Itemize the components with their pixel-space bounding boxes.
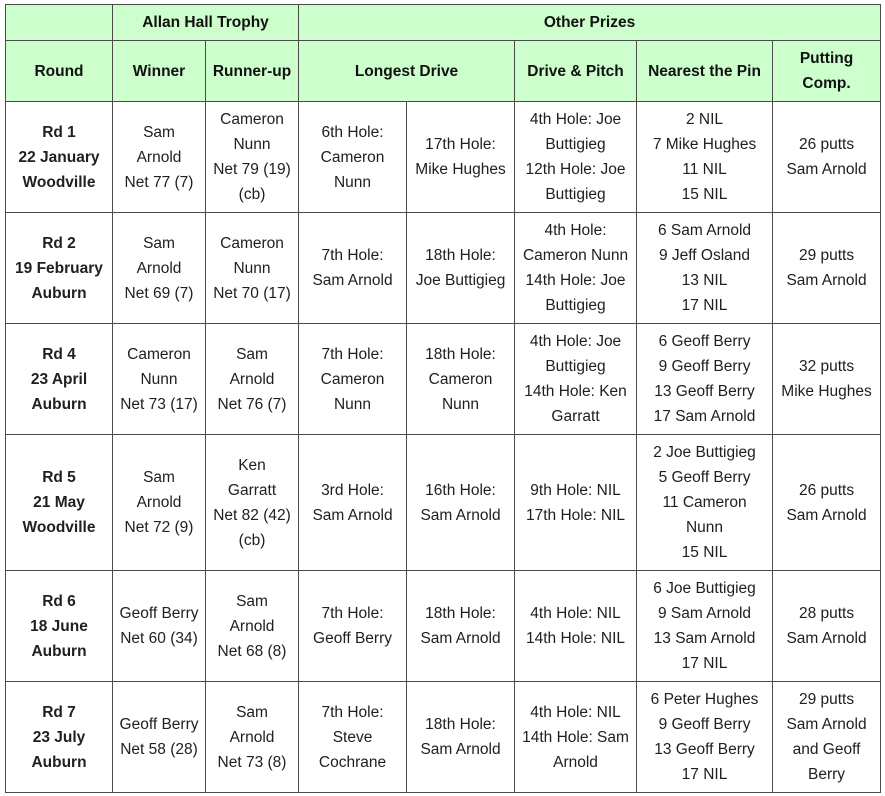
nearest-pin-cell-line: 17 Sam Arnold <box>653 408 756 425</box>
nearest-pin-cell-line: 6 Joe Buttigieg <box>653 580 756 597</box>
nearest-pin-cell-line: 17 NIL <box>681 766 728 783</box>
longest-drive-back-cell <box>407 213 515 324</box>
longest-drive-back-cell-line: Cameron <box>428 370 493 388</box>
round-cell-line: 18 June <box>30 617 88 635</box>
longest-drive-front-cell <box>299 324 407 435</box>
putting-header-line: Comp. <box>802 75 851 92</box>
round-cell-line: 23 April <box>30 370 88 388</box>
round-cell-line: Rd 2 <box>42 234 76 252</box>
nearest-pin-cell-line: 15 NIL <box>681 544 728 561</box>
nearest-pin-cell-line: 6 Peter Hughes <box>650 691 759 708</box>
runner-up-cell <box>206 102 299 213</box>
drive-pitch-cell-line: 9th Hole: NIL <box>530 481 621 499</box>
table-row <box>6 324 881 435</box>
table-row <box>6 435 881 571</box>
nearest-pin-cell-line: 13 Sam Arnold <box>653 630 756 647</box>
drive-pitch-cell <box>515 213 637 324</box>
winner-cell <box>113 571 206 682</box>
nearest-pin-cell-line: 5 Geoff Berry <box>658 469 751 486</box>
round-cell <box>6 324 113 435</box>
drive-pitch-cell-line: 14th Hole: Joe <box>525 272 626 289</box>
winner-cell-line: Sam <box>143 469 175 486</box>
runner-up-cell-line: Net 68 (8) <box>217 642 287 660</box>
drive-pitch-cell-line: Garratt <box>551 408 600 425</box>
longest-drive-back-cell-line: Sam Arnold <box>420 741 501 758</box>
putting-cell-line: Sam Arnold <box>786 506 867 524</box>
drive-pitch-cell <box>515 682 637 793</box>
round-cell-line: Auburn <box>31 284 87 302</box>
round-cell-line: Auburn <box>31 642 87 660</box>
runner-up-cell-line: Garratt <box>227 481 277 499</box>
drive-pitch-cell-line: 17th Hole: NIL <box>525 506 626 524</box>
putting-cell <box>773 213 881 324</box>
winner-cell-line: Net 58 (28) <box>120 741 198 758</box>
nearest-pin-cell-line: 17 NIL <box>681 297 728 314</box>
winner-cell-line: Nunn <box>140 370 178 388</box>
winner-cell <box>113 324 206 435</box>
longest-drive-back-cell-line: 18th Hole: <box>425 716 496 733</box>
round-cell-line: Rd 1 <box>42 123 76 141</box>
round-cell-line: Woodville <box>22 173 96 191</box>
nearest-pin-cell-line: 2 NIL <box>685 111 724 128</box>
drive-pitch-cell <box>515 102 637 213</box>
putting-cell-line: 29 putts <box>798 247 855 264</box>
round-cell-line: Rd 5 <box>42 469 76 486</box>
drive-pitch-cell-line: 4th Hole: Joe <box>529 333 622 350</box>
nearest-pin-cell <box>637 324 773 435</box>
nearest-pin-cell-line: 13 NIL <box>681 272 728 289</box>
winner-cell-line: Arnold <box>136 259 182 277</box>
longest-drive-back-cell-line: 18th Hole: <box>425 247 496 264</box>
blank-corner-cell <box>6 5 113 41</box>
table-row <box>6 571 881 682</box>
nearest-pin-cell-line: 11 Cameron <box>662 494 747 511</box>
runner-up-cell-line: Sam <box>236 592 268 610</box>
round-header: Round <box>6 41 113 102</box>
longest-drive-front-cell <box>299 102 407 213</box>
longest-drive-back-cell-line: 17th Hole: <box>425 136 496 153</box>
longest-drive-front-cell-line: 7th Hole: <box>321 703 384 721</box>
nearest-pin-cell-line: 9 Geoff Berry <box>658 358 751 375</box>
table-row <box>6 213 881 324</box>
longest-drive-header: Longest Drive <box>299 41 515 102</box>
longest-drive-back-cell <box>407 435 515 571</box>
runner-up-cell-line: Net 82 (42) <box>213 506 291 524</box>
runner-up-cell-line: Net 70 (17) <box>213 284 291 302</box>
allan-hall-trophy-header: Allan Hall Trophy <box>113 5 299 41</box>
runner-up-cell-line: Nunn <box>233 259 271 277</box>
runner-up-cell-line: Cameron <box>220 111 284 128</box>
putting-header-line: Putting <box>799 50 854 67</box>
longest-drive-front-cell <box>299 682 407 793</box>
winner-cell-line: Net 73 (17) <box>120 395 198 413</box>
drive-pitch-cell-line: 12th Hole: Joe <box>525 161 626 178</box>
drive-pitch-cell <box>515 571 637 682</box>
nearest-pin-cell-line: 6 Geoff Berry <box>658 333 751 350</box>
runner-up-cell <box>206 571 299 682</box>
results-table <box>5 4 881 793</box>
winner-cell-line: Arnold <box>136 494 182 511</box>
drive-pitch-cell-line: 4th Hole: <box>544 222 607 239</box>
winner-cell-line: Geoff Berry <box>119 716 199 733</box>
drive-pitch-header: Drive & Pitch <box>515 41 637 102</box>
round-cell <box>6 571 113 682</box>
runner-up-header: Runner-up <box>206 41 299 102</box>
putting-cell-line: 28 putts <box>798 605 855 622</box>
longest-drive-back-cell-line: Mike Hughes <box>415 161 506 178</box>
nearest-pin-cell-line: 11 NIL <box>682 161 727 178</box>
drive-pitch-cell-line: Buttigieg <box>545 136 606 153</box>
runner-up-cell-line: Arnold <box>229 617 275 635</box>
longest-drive-front-cell-line: Geoff Berry <box>313 630 392 647</box>
putting-cell-line: 26 putts <box>798 136 855 153</box>
longest-drive-back-cell-line: Nunn <box>441 395 480 413</box>
nearest-pin-cell-line: 13 Geoff Berry <box>654 741 755 758</box>
runner-up-cell-line: Net 79 (19) <box>213 161 291 178</box>
winner-cell-line: Arnold <box>136 148 182 166</box>
putting-cell <box>773 324 881 435</box>
drive-pitch-cell-line: Arnold <box>553 753 598 771</box>
nearest-pin-cell <box>637 213 773 324</box>
putting-cell-line: 29 putts <box>798 691 855 708</box>
longest-drive-front-cell-line: 7th Hole: <box>321 345 384 363</box>
winner-cell-line: Net 72 (9) <box>124 519 194 536</box>
winner-cell <box>113 435 206 571</box>
nearest-pin-cell-line: 9 Jeff Osland <box>658 247 751 264</box>
longest-drive-back-cell-line: 18th Hole: <box>425 345 496 363</box>
table-row <box>6 102 881 213</box>
nearest-pin-cell <box>637 102 773 213</box>
longest-drive-back-cell-line: 16th Hole: <box>425 481 496 499</box>
longest-drive-back-cell-line: Sam Arnold <box>420 506 501 524</box>
longest-drive-back-cell-line: Sam Arnold <box>420 630 501 647</box>
longest-drive-front-cell-line: 6th Hole: <box>321 123 384 141</box>
drive-pitch-cell <box>515 324 637 435</box>
putting-cell <box>773 682 881 793</box>
longest-drive-front-cell-line: Cochrane <box>318 753 387 771</box>
nearest-pin-cell <box>637 435 773 571</box>
longest-drive-front-cell-line: Sam Arnold <box>312 506 393 524</box>
winner-cell-line: Geoff Berry <box>119 605 199 622</box>
table-row <box>6 682 881 793</box>
runner-up-cell-line: (cb) <box>238 531 266 549</box>
longest-drive-back-cell-line: 18th Hole: <box>425 605 496 622</box>
other-prizes-header: Other Prizes <box>299 5 881 41</box>
putting-cell-line: 32 putts <box>798 358 855 375</box>
runner-up-cell <box>206 324 299 435</box>
winner-cell-line: Net 60 (34) <box>120 630 198 647</box>
longest-drive-front-cell <box>299 571 407 682</box>
round-cell <box>6 682 113 793</box>
nearest-pin-cell-line: Nunn <box>685 519 724 536</box>
round-cell <box>6 435 113 571</box>
winner-cell <box>113 682 206 793</box>
runner-up-cell-line: Sam <box>236 345 268 363</box>
runner-up-cell-line: Nunn <box>233 136 271 153</box>
round-cell <box>6 102 113 213</box>
winner-cell-line: Net 69 (7) <box>124 284 194 302</box>
round-cell-line: 19 February <box>15 259 103 277</box>
putting-cell <box>773 435 881 571</box>
runner-up-cell-line: (cb) <box>238 186 266 203</box>
putting-cell-line: 26 putts <box>798 481 855 499</box>
winner-header: Winner <box>113 41 206 102</box>
round-cell-line: 22 January <box>18 148 100 166</box>
round-cell <box>6 213 113 324</box>
putting-cell-line: Sam Arnold <box>786 630 867 647</box>
longest-drive-back-cell <box>407 682 515 793</box>
runner-up-cell-line: Sam <box>236 703 268 721</box>
runner-up-cell-line: Arnold <box>229 728 275 746</box>
winner-cell <box>113 213 206 324</box>
longest-drive-front-cell-line: Cameron <box>320 370 385 388</box>
winner-cell-line: Sam <box>143 123 175 141</box>
drive-pitch-cell-line: 14th Hole: Sam <box>522 728 629 746</box>
longest-drive-front-cell-line: Steve <box>332 728 373 746</box>
longest-drive-back-cell <box>407 571 515 682</box>
nearest-pin-cell <box>637 682 773 793</box>
nearest-pin-header: Nearest the Pin <box>637 41 773 102</box>
nearest-pin-cell-line: 6 Sam Arnold <box>657 222 752 239</box>
round-cell-line: Rd 4 <box>42 345 76 363</box>
longest-drive-front-cell-line: 3rd Hole: <box>321 481 384 499</box>
longest-drive-front-cell <box>299 435 407 571</box>
round-cell-line: 21 May <box>33 494 85 511</box>
runner-up-cell-line: Arnold <box>229 370 275 388</box>
runner-up-cell-line: Net 73 (8) <box>217 753 287 771</box>
longest-drive-front-cell-line: Nunn <box>333 173 372 191</box>
putting-cell-line: Mike Hughes <box>781 383 872 400</box>
winner-cell-line: Net 77 (7) <box>124 173 194 191</box>
nearest-pin-cell-line: 9 Geoff Berry <box>658 716 751 733</box>
drive-pitch-cell-line: Buttigieg <box>545 186 606 203</box>
round-cell-line: Auburn <box>31 395 87 413</box>
longest-drive-back-cell-line: Joe Buttigieg <box>415 272 506 289</box>
round-cell-line: Woodville <box>22 519 96 536</box>
drive-pitch-cell-line: Buttigieg <box>545 358 606 375</box>
round-cell-line: 23 July <box>32 728 86 746</box>
longest-drive-front-cell <box>299 213 407 324</box>
runner-up-cell-line: Net 76 (7) <box>217 395 287 413</box>
putting-cell-line: and Geoff <box>792 741 861 758</box>
drive-pitch-cell-line: Cameron Nunn <box>522 247 629 264</box>
winner-cell <box>113 102 206 213</box>
round-cell-line: Rd 6 <box>42 592 76 610</box>
putting-cell-line: Sam Arnold <box>786 716 867 733</box>
drive-pitch-cell-line: 14th Hole: NIL <box>525 630 626 647</box>
winner-cell-line: Sam <box>143 234 175 252</box>
longest-drive-back-cell <box>407 102 515 213</box>
putting-cell-line: Sam Arnold <box>786 161 867 178</box>
putting-comp-header <box>773 41 881 102</box>
runner-up-cell-line: Ken <box>238 456 266 474</box>
longest-drive-front-cell-line: Cameron <box>320 148 385 166</box>
longest-drive-front-cell-line: Nunn <box>333 395 372 413</box>
runner-up-cell <box>206 682 299 793</box>
runner-up-cell-line: Cameron <box>220 234 284 252</box>
runner-up-cell <box>206 435 299 571</box>
drive-pitch-cell-line: 14th Hole: Ken <box>524 383 627 400</box>
drive-pitch-cell-line: 4th Hole: NIL <box>530 605 621 622</box>
nearest-pin-cell-line: 9 Sam Arnold <box>657 605 752 622</box>
nearest-pin-cell-line: 17 NIL <box>681 655 728 672</box>
putting-cell <box>773 571 881 682</box>
drive-pitch-cell-line: 4th Hole: Joe <box>529 111 622 128</box>
drive-pitch-cell <box>515 435 637 571</box>
putting-cell <box>773 102 881 213</box>
longest-drive-front-cell-line: 7th Hole: <box>321 605 384 622</box>
nearest-pin-cell <box>637 571 773 682</box>
drive-pitch-cell-line: 4th Hole: NIL <box>530 703 621 721</box>
longest-drive-front-cell-line: Sam Arnold <box>312 272 393 289</box>
nearest-pin-cell-line: 15 NIL <box>681 186 728 203</box>
longest-drive-front-cell-line: 7th Hole: <box>321 247 384 264</box>
putting-cell-line: Berry <box>808 766 846 783</box>
round-cell-line: Auburn <box>31 753 87 771</box>
winner-cell-line: Cameron <box>127 345 191 363</box>
drive-pitch-cell-line: Buttigieg <box>545 297 606 314</box>
round-cell-line: Rd 7 <box>42 703 76 721</box>
putting-cell-line: Sam Arnold <box>786 272 867 289</box>
longest-drive-back-cell <box>407 324 515 435</box>
runner-up-cell <box>206 213 299 324</box>
nearest-pin-cell-line: 2 Joe Buttigieg <box>653 444 756 461</box>
nearest-pin-cell-line: 7 Mike Hughes <box>652 136 757 153</box>
nearest-pin-cell-line: 13 Geoff Berry <box>654 383 755 400</box>
